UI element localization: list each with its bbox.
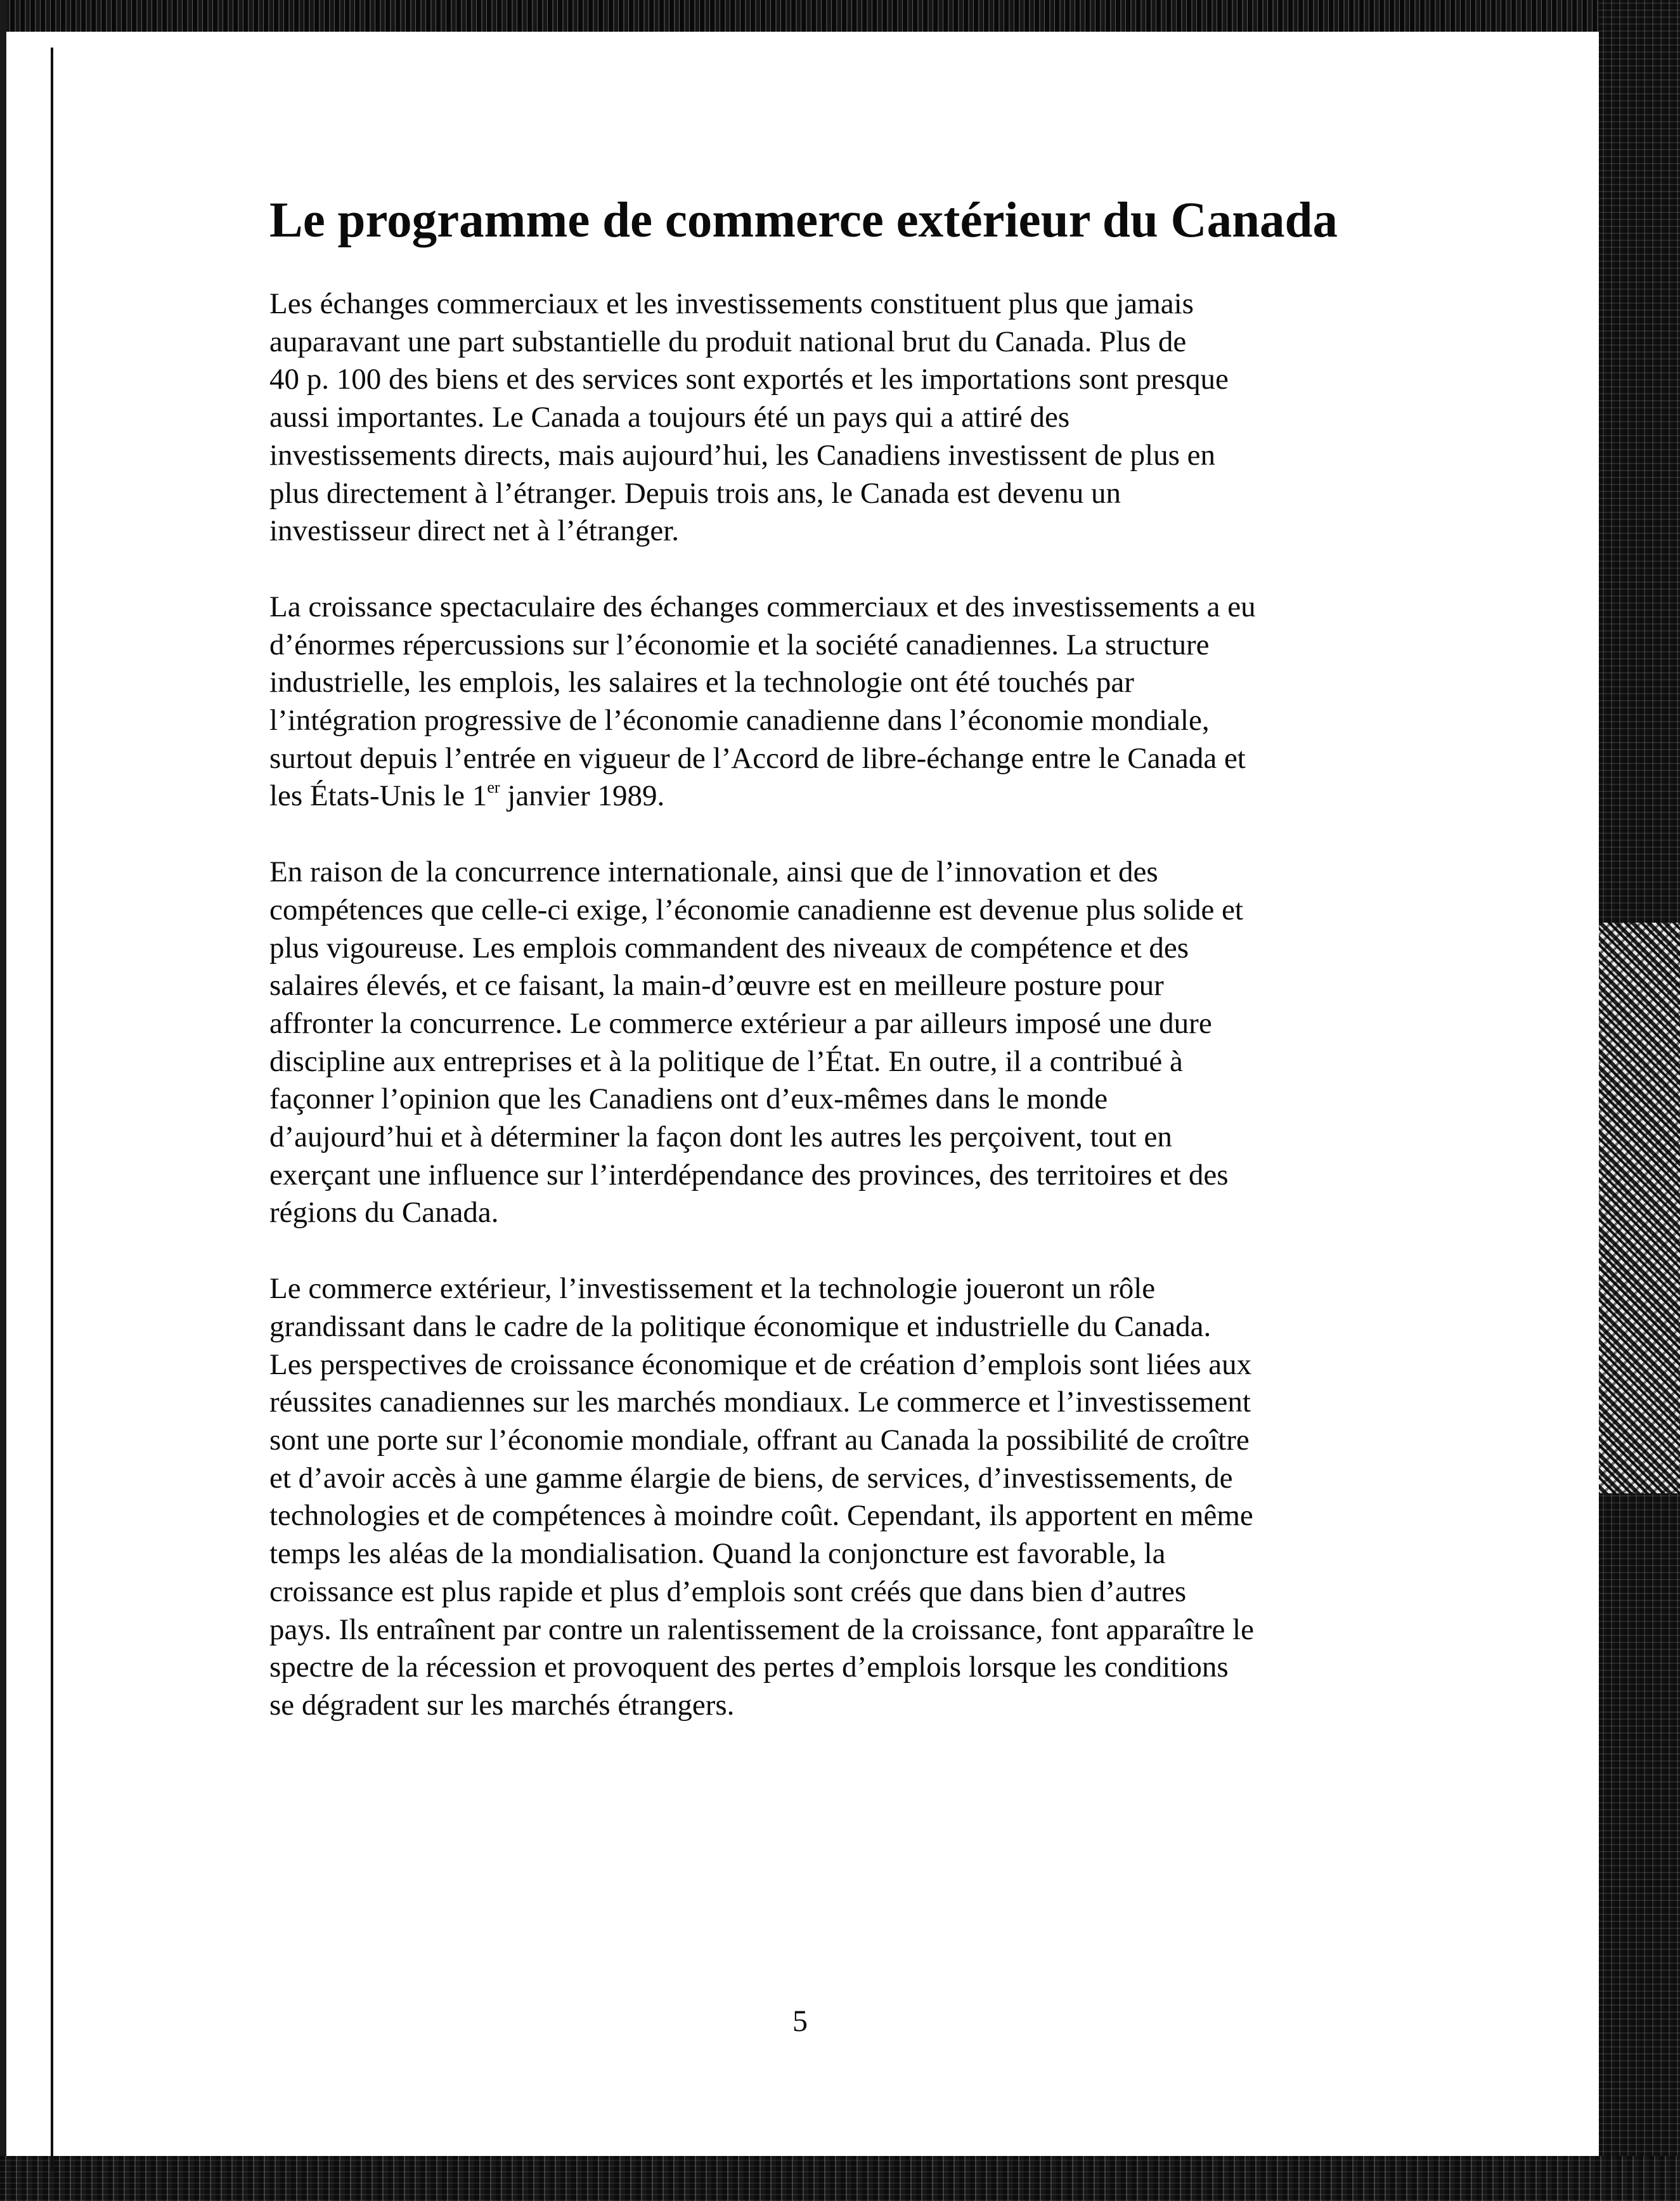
text-line: investissements directs, mais aujourd’hui, les Canadiens investissent de plus en	[269, 438, 1215, 472]
text-line: plus vigoureuse. Les emplois commandent des niveaux de compétence et des	[269, 931, 1189, 964]
text-line: se dégradent sur les marchés étrangers.	[269, 1688, 735, 1722]
text-line: industrielle, les emplois, les salaires et la technologie ont été touchés par	[269, 666, 1134, 699]
paragraph-2	[269, 588, 1373, 815]
text-line: d’aujourd’hui et à déterminer la façon dont les autres les perçoivent, tout en	[269, 1120, 1172, 1154]
text-line: temps les aléas de la mondialisation. Quand la conjoncture est favorable, la	[269, 1537, 1166, 1571]
text-line: sont une porte sur l’économie mondiale, offrant au Canada la possibilité de croître	[269, 1423, 1250, 1457]
binding-margin-line	[51, 48, 53, 2172]
text-line: grandissant dans le cadre de la politique économique et industrielle du Canada.	[269, 1309, 1212, 1343]
text-line: Le commerce extérieur, l’investissement et la technologie joueront un rôle	[269, 1272, 1156, 1306]
text-line: discipline aux entreprises et à la politique de l’État. En outre, il a contribué à	[269, 1044, 1183, 1078]
text-line-with-superscript	[269, 777, 1373, 815]
document-page	[6, 32, 1599, 2156]
text-line: exerçant une influence sur l’interdépendance des provinces, des territoires et des	[269, 1158, 1229, 1191]
paragraph-3	[269, 854, 1373, 1232]
page-title: Le programme de commerce extérieur du Canada	[269, 193, 1338, 248]
text-line: compétences que celle-ci exige, l’économie canadienne est devenue plus solide et	[269, 893, 1243, 926]
text-fragment: janvier 1989.	[500, 779, 665, 813]
text-line: En raison de la concurrence internationale, ainsi que de l’innovation et des	[269, 855, 1158, 889]
text-line: plus directement à l’étranger. Depuis trois ans, le Canada est devenu un	[269, 476, 1121, 510]
scan-border-bottom	[0, 2156, 1680, 2201]
text-line: La croissance spectaculaire des échanges commerciaux et des investissements a eu	[269, 590, 1256, 623]
text-line: Les échanges commerciaux et les investissements constituent plus que jamais	[269, 287, 1194, 320]
text-line: et d’avoir accès à une gamme élargie de biens, de services, d’investissements, de	[269, 1461, 1233, 1495]
text-line: spectre de la récession et provoquent des pertes d’emplois lorsque les conditions	[269, 1651, 1229, 1684]
text-line: investisseur direct net à l’étranger.	[269, 514, 679, 548]
paragraph-4	[269, 1270, 1373, 1724]
text-line: salaires élevés, et ce faisant, la main-d’œuvre est en meilleure posture pour	[269, 969, 1164, 1003]
text-line: l’intégration progressive de l’économie canadienne dans l’économie mondiale,	[269, 704, 1210, 737]
page-number: 5	[792, 2004, 808, 2038]
text-line: pays. Ils entraînent par contre un ralentissement de la croissance, font apparaître le	[269, 1613, 1254, 1646]
ordinal-superscript: er	[487, 778, 500, 797]
text-line: aussi importantes. Le Canada a toujours été un pays qui a attiré des	[269, 401, 1070, 434]
text-line: réussites canadiennes sur les marchés mondiaux. Le commerce et l’investissement	[269, 1386, 1251, 1419]
scan-border-top	[0, 0, 1680, 32]
text-line: affronter la concurrence. Le commerce extérieur a par ailleurs imposé une dure	[269, 1006, 1212, 1040]
text-line: régions du Canada.	[269, 1196, 499, 1230]
paragraph-1	[269, 285, 1373, 550]
text-line: d’énormes répercussions sur l’économie et la société canadiennes. La structure	[269, 628, 1210, 661]
page-content	[269, 189, 1373, 1763]
body-text	[269, 285, 1373, 1725]
text-line: surtout depuis l’entrée en vigueur de l’Accord de libre-échange entre le Canada et	[269, 741, 1246, 775]
text-fragment: les États-Unis le 1	[269, 779, 488, 813]
scan-border-left	[0, 0, 6, 2201]
text-line: croissance est plus rapide et plus d’emplois sont créés que dans bien d’autres	[269, 1574, 1187, 1608]
text-line: Les perspectives de croissance économique et de création d’emplois sont liées aux	[269, 1347, 1252, 1381]
text-line: technologies et de compétences à moindre coût. Cependant, ils apportent en même	[269, 1499, 1253, 1533]
text-line: auparavant une part substantielle du produit national brut du Canada. Plus de	[269, 325, 1187, 358]
text-line: façonner l’opinion que les Canadiens ont d’eux-mêmes dans le monde	[269, 1082, 1108, 1116]
text-line: 40 p. 100 des biens et des services sont exportés et les importations sont presque	[269, 363, 1229, 396]
scan-speckle-texture	[1593, 923, 1680, 1493]
